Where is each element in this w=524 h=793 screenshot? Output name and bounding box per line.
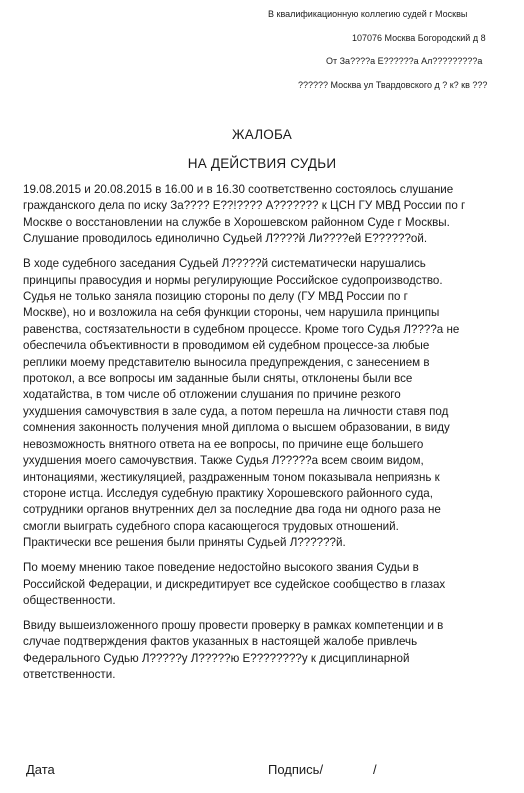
text-line: обеспечила объективности в проводимом ей судебном процессе-за любые: [23, 339, 430, 353]
text-line: интонациями, жестикуляцией, раздраженным тоном показывала неприязнь к: [23, 470, 440, 484]
sender-address-line: ?????? Москва ул Твардовского д ? к? кв ???: [298, 79, 488, 90]
address-line: 107076 Москва Богородский д 8: [352, 32, 486, 43]
text-line: смогли выиграть судебного спора касающегося трудовых отношений.: [23, 519, 399, 533]
date-label: Дата: [26, 762, 55, 777]
text-line: Москве), но и возложила на себя функции стороны, чем нарушила принципы: [23, 306, 440, 320]
text-line: 19.08.2015 и 20.08.2015 в 16.00 и в 16.30 соответственно состоялось слушание: [23, 183, 454, 196]
text-line: общественности.: [23, 593, 116, 607]
text-line: случае подтверждения фактов указанных в настоящей жалобе привлечь: [23, 635, 418, 649]
text-line: Слушание проводилось единолично Судьей Л????й Ли????ей Е??????ой.: [23, 232, 428, 246]
text-line: Практически все решения были приняты Судьей Л??????й.: [23, 536, 346, 550]
sender-line: От За????а Е??????а Ал?????????а: [326, 56, 483, 66]
text-line: Москве о восстановлении на службе в Хорошевском районном Суде г Москвы.: [23, 215, 450, 229]
text-line: гражданского дела по иску За???? Е??!???? А??????? к ЦСН ГУ МВД России по г: [23, 199, 466, 213]
text-line: Судья не только заняла позицию стороны по делу (ГУ МВД России по г: [23, 290, 408, 304]
document-subtitle: НА ДЕЙСТВИЯ СУДЬИ: [187, 156, 337, 171]
text-line: ответственности.: [23, 668, 116, 682]
text-line: принципы правосудия и нормы регулирующие Российское судопроизводство.: [23, 273, 443, 287]
signature-slash: /: [373, 762, 377, 777]
paragraph: [23, 618, 507, 684]
text-line: В ходе судебного заседания Судьей Л?????й систематически нарушались: [23, 257, 426, 271]
text-line: равенства, состязательности в судебном процессе. Кроме того Судья Л????а не: [23, 322, 460, 336]
signature-label: Подпись/: [268, 762, 324, 777]
text-line: ухудшения самочувствия в зале суда, а потом перешла на личности ставя под: [23, 404, 449, 418]
text-line: ухудшения моего самочувствия. Также Судья Л?????а всем своим видом,: [23, 454, 424, 468]
text-line: Российской Федерации, и дискредитирует все судейское сообщество в глазах: [23, 577, 446, 591]
paragraph: [23, 256, 507, 551]
text-line: реплики моему представителю выносила предупреждения, с занесением в: [23, 355, 430, 369]
paragraph: [23, 182, 507, 248]
text-line: сотрудники органов внутренних дел за последние два года ни одного раза не: [23, 503, 441, 517]
text-line: невозможность внятного ответа на ее вопросы, по причине еще большего: [23, 437, 424, 451]
text-line: стороне истца. Исследуя судебную практику Хорошевского районного суда,: [23, 486, 433, 500]
complaint-body: [23, 182, 507, 692]
text-line: ходатайства, в том числе об отложении слушания по причине резкого: [23, 388, 401, 402]
text-line: По моему мнению такое поведение недостойно высокого звания Судьи в: [23, 561, 419, 575]
document-title: ЖАЛОБА: [232, 127, 292, 142]
addressee-block: [268, 7, 518, 101]
text-line: Ввиду вышеизложенного прошу провести проверку в рамках компетенции и в: [23, 618, 444, 632]
text-line: Федерального Судью Л?????у Л?????ю Е????????у к дисциплинарной: [23, 651, 410, 665]
text-line: протокол, а все вопросы им заданные были сняты, отклонены были все: [23, 372, 413, 386]
paragraph: [23, 560, 507, 609]
addressee-line: В квалификационную коллегию судей г Москвы: [268, 9, 468, 19]
text-line: сомнения законность получения мной диплома о высшем образовании, в виду: [23, 421, 450, 435]
